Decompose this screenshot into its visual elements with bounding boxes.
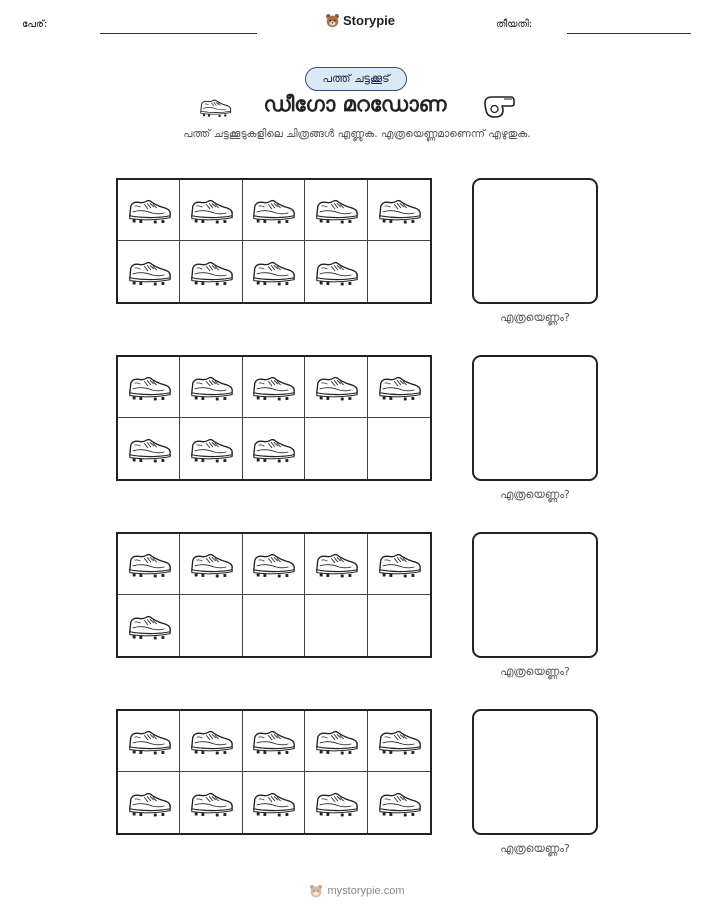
ten-frame-cell [180, 711, 242, 772]
title-row [0, 92, 714, 122]
football-boot-icon [188, 433, 234, 465]
page-title: ഡീഗോ മറഡോണ [263, 92, 447, 116]
ten-frame-cell [305, 711, 367, 772]
ten-frame-cell [243, 357, 305, 418]
ten-frame-cell [118, 534, 180, 595]
ten-frame-cell [368, 711, 430, 772]
football-boot-icon [313, 194, 359, 226]
ten-frame-cell [180, 357, 242, 418]
ten-frame-cell [368, 180, 430, 241]
ten-frame-cell [118, 180, 180, 241]
ten-frame-cell [243, 241, 305, 302]
ten-frame-cell [243, 534, 305, 595]
football-boot-icon [188, 194, 234, 226]
ten-frame [116, 532, 432, 658]
football-boot-icon [313, 725, 359, 757]
ten-frame-cell [368, 595, 430, 656]
ten-frame-cell [180, 772, 242, 833]
ten-frame-cell [305, 772, 367, 833]
ten-frame-cell [118, 357, 180, 418]
ten-frame-cell [180, 534, 242, 595]
football-boot-icon [376, 194, 422, 226]
ten-frame [116, 355, 432, 481]
date-line [567, 33, 691, 34]
ten-frame-cell [368, 534, 430, 595]
ten-frame-cell [368, 772, 430, 833]
football-boot-icon [376, 548, 422, 580]
ten-frame-cell [118, 418, 180, 479]
ten-frame-cell [305, 418, 367, 479]
answer-label: എത്രയെണ്ണം? [500, 488, 570, 501]
football-boot-icon [250, 256, 296, 288]
ten-frame-cell [180, 241, 242, 302]
name-label: പേര്: [22, 19, 48, 30]
football-boot-icon [250, 371, 296, 403]
bear-mascot-icon [309, 884, 323, 898]
ten-frame-cell [243, 595, 305, 656]
ten-frame [116, 178, 432, 304]
answer-box[interactable] [472, 355, 598, 481]
ten-frame-cell [368, 357, 430, 418]
ten-frame-cell [243, 418, 305, 479]
ten-frame-cell [118, 241, 180, 302]
date-label: തീയതി: [496, 19, 533, 30]
answer-box[interactable] [472, 709, 598, 835]
brand-logo [325, 13, 395, 28]
football-boot-icon [126, 725, 172, 757]
football-boot-icon [250, 787, 296, 819]
ten-frame [116, 709, 432, 835]
ten-frame-cell [118, 711, 180, 772]
ten-frame-cell [368, 241, 430, 302]
football-boot-icon [376, 725, 422, 757]
ten-frame-cell [243, 180, 305, 241]
ten-frame-cell [305, 595, 367, 656]
football-boot-icon [188, 725, 234, 757]
football-boot-icon [313, 256, 359, 288]
football-boot-icon [126, 256, 172, 288]
football-boot-icon [126, 371, 172, 403]
ten-frame-cell [305, 180, 367, 241]
football-boot-icon [313, 787, 359, 819]
football-boot-icon [250, 433, 296, 465]
football-boot-icon [126, 194, 172, 226]
football-boot-icon [126, 610, 172, 642]
answer-label: എത്രയെണ്ണം? [500, 311, 570, 324]
ten-frame-cell [180, 595, 242, 656]
football-boot-icon [376, 371, 422, 403]
football-boot-icon [188, 256, 234, 288]
football-boot-icon [376, 787, 422, 819]
worksheet-type-badge: പത്ത് ചട്ടക്കൂട് [305, 67, 407, 91]
name-line [100, 33, 257, 34]
ten-frame-cell [305, 534, 367, 595]
football-boot-icon [126, 548, 172, 580]
brand-name: Storypie [343, 13, 396, 28]
answer-box[interactable] [472, 178, 598, 304]
football-boot-icon [250, 194, 296, 226]
ten-frame-cell [305, 241, 367, 302]
football-boot-icon [250, 548, 296, 580]
football-boot-icon [188, 371, 234, 403]
football-boot-icon [188, 548, 234, 580]
answer-label: എത്രയെണ്ണം? [500, 665, 570, 678]
ten-frame-cell [118, 772, 180, 833]
footer-url: mystorypie.com [327, 885, 405, 897]
football-boot-icon [313, 371, 359, 403]
football-boot-icon [126, 433, 172, 465]
football-boot-icon [126, 787, 172, 819]
football-boot-icon [313, 548, 359, 580]
ten-frame-cell [180, 180, 242, 241]
ten-frame-cell [243, 711, 305, 772]
whistle-icon [482, 94, 516, 120]
bear-mascot-icon [325, 13, 340, 28]
instruction-text: പത്ത് ചട്ടക്കൂടുകളിലെ ചിത്രങ്ങൾ എണ്ണുക. എത്രയെണ്ണമാണെന്ന് എഴുതുക. [183, 128, 531, 140]
football-boot-icon [198, 95, 232, 119]
ten-frame-cell [118, 595, 180, 656]
answer-label: എത്രയെണ്ണം? [500, 842, 570, 855]
ten-frame-cell [243, 772, 305, 833]
answer-box[interactable] [472, 532, 598, 658]
worksheet-header [0, 0, 714, 50]
ten-frame-cell [305, 357, 367, 418]
football-boot-icon [188, 787, 234, 819]
ten-frame-cell [368, 418, 430, 479]
ten-frame-cell [180, 418, 242, 479]
footer [0, 884, 714, 898]
football-boot-icon [250, 725, 296, 757]
